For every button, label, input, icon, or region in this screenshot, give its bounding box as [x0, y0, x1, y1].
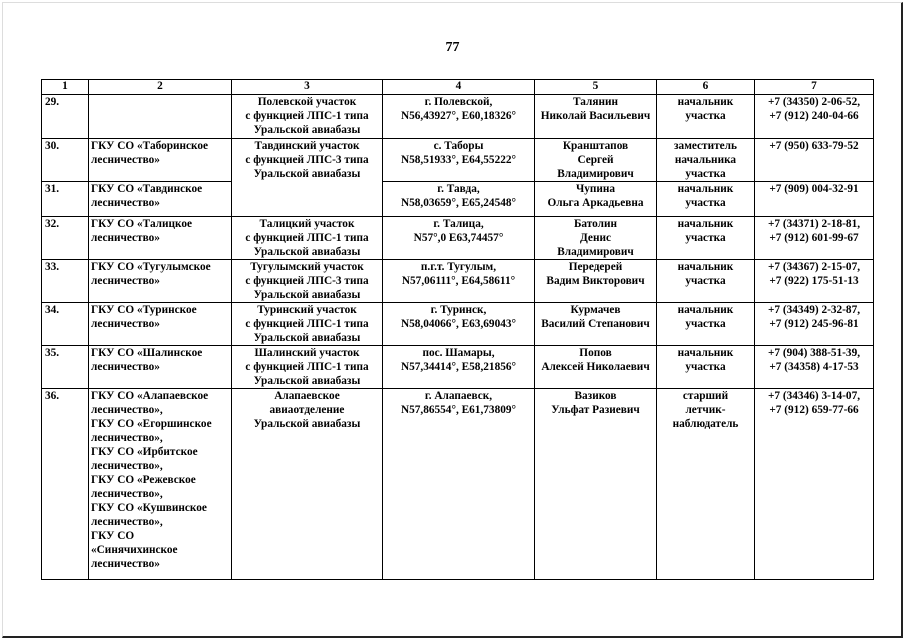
location-line: N58,04066°, E63,69043° [400, 318, 517, 330]
location-line: с. Таборы [433, 140, 484, 152]
organization-cell [89, 303, 232, 346]
person-line: Кранштапов [562, 140, 629, 152]
person-line: Владимирович [557, 168, 634, 180]
position-line: участка [685, 318, 726, 330]
phone-line: +7 (912) 245-96-81 [769, 318, 859, 330]
phone-line: +7 (34367) 2-15-07, [767, 261, 861, 273]
position-line: участка [685, 232, 726, 244]
location-cell [383, 217, 535, 260]
phone-cell [755, 182, 874, 217]
location-line: пос. Шамары, [422, 347, 495, 359]
unit-line: Тавдинский участок [254, 140, 360, 152]
unit-line: Тугулымский участок [250, 261, 364, 273]
unit-line: Туринский участок [257, 304, 357, 316]
header-row [42, 80, 874, 95]
phone-line: +7 (34371) 2-18-81, [767, 218, 861, 230]
table-row [42, 303, 874, 346]
contacts-table [41, 79, 874, 580]
column-header: 2 [89, 80, 232, 95]
position-line: наблюдатель [672, 418, 739, 430]
unit-line: Уральской авиабазы [253, 289, 361, 301]
position-line: начальник [677, 218, 734, 230]
position-cell [657, 260, 755, 303]
person-cell [535, 346, 657, 389]
location-cell [383, 139, 535, 182]
organization-line: ГКУ СО «Егоршинское [91, 418, 212, 430]
position-line: летчик- [685, 404, 726, 416]
location-cell [383, 303, 535, 346]
row-number: 36. [42, 389, 89, 580]
organization-line: лесничество» [91, 275, 160, 287]
person-line: Владимирович [557, 246, 634, 258]
position-line: участка [685, 361, 726, 373]
person-line: Денис [580, 232, 611, 244]
unit-line: Уральской авиабазы [253, 418, 361, 430]
organization-line: ГКУ СО [91, 530, 135, 542]
unit-cell [232, 346, 383, 389]
unit-line: Шалинский участок [254, 347, 360, 359]
organization-line: лесничество» [91, 197, 160, 209]
position-line: начальник [677, 183, 734, 195]
person-line: Ольга Аркадьевна [547, 197, 644, 209]
position-cell [657, 346, 755, 389]
phone-line: +7 (909) 004-32-91 [769, 183, 859, 195]
table-row [42, 182, 874, 217]
position-line: начальник [677, 347, 734, 359]
organization-line: ГКУ СО «Режевское [91, 474, 196, 486]
phone-line: +7 (34346) 3-14-07, [767, 390, 861, 402]
phone-line: +7 (34358) 4-17-53 [769, 361, 859, 373]
person-line: Передерей [568, 261, 623, 273]
person-line: Талянин [573, 96, 618, 108]
person-cell [535, 389, 657, 580]
person-line: Ульфат Разиевич [551, 404, 640, 416]
organization-cell [89, 260, 232, 303]
column-header: 3 [232, 80, 383, 95]
organization-line: ГКУ СО «Шалинское [91, 347, 203, 359]
organization-line: лесничество» [91, 318, 160, 330]
unit-line: Уральской авиабазы [253, 375, 361, 387]
row-number: 30. [42, 139, 89, 182]
unit-line: с функцией ЛПС-3 типа [245, 154, 369, 166]
unit-line: Талицкий участок [259, 218, 355, 230]
person-line: Алексей Николаевич [541, 361, 650, 373]
person-cell [535, 260, 657, 303]
phone-cell [755, 217, 874, 260]
organization-line: ГКУ СО «Туринское [91, 304, 197, 316]
location-line: г. Полевской, [424, 96, 493, 108]
unit-cell [232, 95, 383, 139]
phone-line: +7 (922) 175-51-13 [769, 275, 859, 287]
column-header: 7 [755, 80, 874, 95]
person-line: Батолин [573, 218, 618, 230]
column-header: 5 [535, 80, 657, 95]
row-number: 35. [42, 346, 89, 389]
phone-cell [755, 346, 874, 389]
position-line: старший [682, 390, 729, 402]
unit-line: с функцией ЛПС-1 типа [245, 110, 369, 122]
position-cell [657, 389, 755, 580]
person-line: Вадим Викторович [546, 275, 645, 287]
phone-cell [755, 389, 874, 580]
location-line: N58,03659°, E65,24548° [400, 197, 517, 209]
location-cell [383, 346, 535, 389]
unit-line: Уральской авиабазы [253, 168, 361, 180]
column-header: 6 [657, 80, 755, 95]
position-line: начальник [677, 261, 734, 273]
unit-cell [232, 260, 383, 303]
phone-cell [755, 303, 874, 346]
row-number: 33. [42, 260, 89, 303]
position-line: участка [685, 168, 726, 180]
location-cell [383, 260, 535, 303]
unit-cell [232, 303, 383, 346]
table-row [42, 95, 874, 139]
organization-cell [89, 217, 232, 260]
phone-line: +7 (34349) 2-32-87, [767, 304, 861, 316]
page-number: 77 [445, 40, 460, 55]
person-line: Василий Степанович [541, 318, 650, 330]
person-line: Сергей [577, 154, 614, 166]
organization-cell [89, 95, 232, 139]
unit-line: Алапаевское [274, 390, 340, 402]
location-line: г. Талица, [433, 218, 484, 230]
location-line: N57,86554°, E61,73809° [400, 404, 517, 416]
position-line: участка [685, 110, 726, 122]
phone-line: +7 (34350) 2-06-52, [767, 96, 861, 108]
organization-line: лесничество», [91, 404, 163, 416]
organization-cell [89, 389, 232, 580]
person-line: Чупина [575, 183, 616, 195]
organization-line: ГКУ СО «Таборинское [91, 140, 209, 152]
phone-cell [755, 260, 874, 303]
organization-line: ГКУ СО «Тугулымское [91, 261, 211, 273]
position-cell [657, 303, 755, 346]
organization-line: ГКУ СО «Тавдинское [91, 183, 203, 195]
location-line: N57°,0 E63,74457° [413, 232, 504, 244]
location-line: N57,06111°, E64,58611° [401, 275, 516, 287]
person-line: Попов [579, 347, 612, 359]
organization-line: лесничество», [91, 488, 163, 500]
unit-line: Уральской авиабазы [253, 332, 361, 344]
location-cell [383, 95, 535, 139]
table-row [42, 217, 874, 260]
location-cell [383, 182, 535, 217]
position-line: начальника [674, 154, 737, 166]
column-header: 4 [383, 80, 535, 95]
organization-cell [89, 139, 232, 182]
unit-line: Уральской авиабазы [253, 124, 361, 136]
organization-line: лесничество» [91, 361, 160, 373]
phone-line: +7 (912) 601-99-67 [769, 232, 859, 244]
organization-line: ГКУ СО «Алапаевское [91, 390, 209, 402]
organization-line: ГКУ СО «Талицкое [91, 218, 193, 230]
person-cell [535, 303, 657, 346]
location-line: N58,51933°, E64,55222° [400, 154, 517, 166]
unit-line: Уральской авиабазы [253, 246, 361, 258]
organization-line: лесничество» [91, 232, 160, 244]
unit-line: с функцией ЛПС-1 типа [245, 318, 369, 330]
person-line: Николай Васильевич [540, 110, 651, 122]
row-number: 31. [42, 182, 89, 217]
phone-cell [755, 139, 874, 182]
location-line: г. Туринск, [430, 304, 487, 316]
position-line: заместитель [674, 140, 737, 152]
person-cell [535, 139, 657, 182]
person-line: Курмачев [570, 304, 621, 316]
table-row [42, 346, 874, 389]
table-row [42, 260, 874, 303]
person-cell [535, 217, 657, 260]
position-cell [657, 95, 755, 139]
table-row [42, 139, 874, 182]
position-line: участка [685, 197, 726, 209]
phone-line: +7 (912) 240-04-66 [769, 110, 859, 122]
position-cell [657, 217, 755, 260]
unit-line: авиаотделение [269, 404, 345, 416]
position-line: участка [685, 275, 726, 287]
organization-line: ГКУ СО «Кушвинское [91, 502, 207, 514]
unit-cell [232, 139, 383, 217]
row-number: 32. [42, 217, 89, 260]
organization-line: лесничество», [91, 432, 163, 444]
organization-line: лесничество» [91, 558, 160, 570]
unit-line: Полевской участок [257, 96, 357, 108]
organization-line: лесничество», [91, 516, 163, 528]
phone-line: +7 (904) 388-51-39, [767, 347, 861, 359]
location-line: п.г.т. Тугулым, [420, 261, 497, 273]
person-cell [535, 182, 657, 217]
unit-line: с функцией ЛПС-1 типа [245, 361, 369, 373]
unit-line: с функцией ЛПС-3 типа [245, 275, 369, 287]
organization-line: лесничество» [91, 154, 160, 166]
row-number: 29. [42, 95, 89, 139]
position-line: начальник [677, 304, 734, 316]
person-cell [535, 95, 657, 139]
location-line: N57,34414°, E58,21856° [400, 361, 517, 373]
location-cell [383, 389, 535, 580]
row-number: 34. [42, 303, 89, 346]
unit-cell [232, 389, 383, 580]
column-header: 1 [42, 80, 89, 95]
organization-line: «Синячихинское [91, 544, 178, 556]
phone-cell [755, 95, 874, 139]
unit-cell [232, 217, 383, 260]
location-line: г. Тавда, [437, 183, 480, 195]
unit-line: с функцией ЛПС-1 типа [245, 232, 369, 244]
table-row [42, 389, 874, 580]
organization-cell [89, 182, 232, 217]
location-line: г. Алапаевск, [424, 390, 493, 402]
person-line: Вазиков [574, 390, 617, 402]
position-cell [657, 139, 755, 182]
organization-line: лесничество», [91, 460, 163, 472]
position-cell [657, 182, 755, 217]
phone-line: +7 (950) 633-79-52 [769, 140, 859, 152]
position-line: начальник [677, 96, 734, 108]
location-line: N56,43927°, E60,18326° [400, 110, 517, 122]
organization-line: ГКУ СО «Ирбитское [91, 446, 198, 458]
phone-line: +7 (912) 659-77-66 [769, 404, 859, 416]
organization-cell [89, 346, 232, 389]
